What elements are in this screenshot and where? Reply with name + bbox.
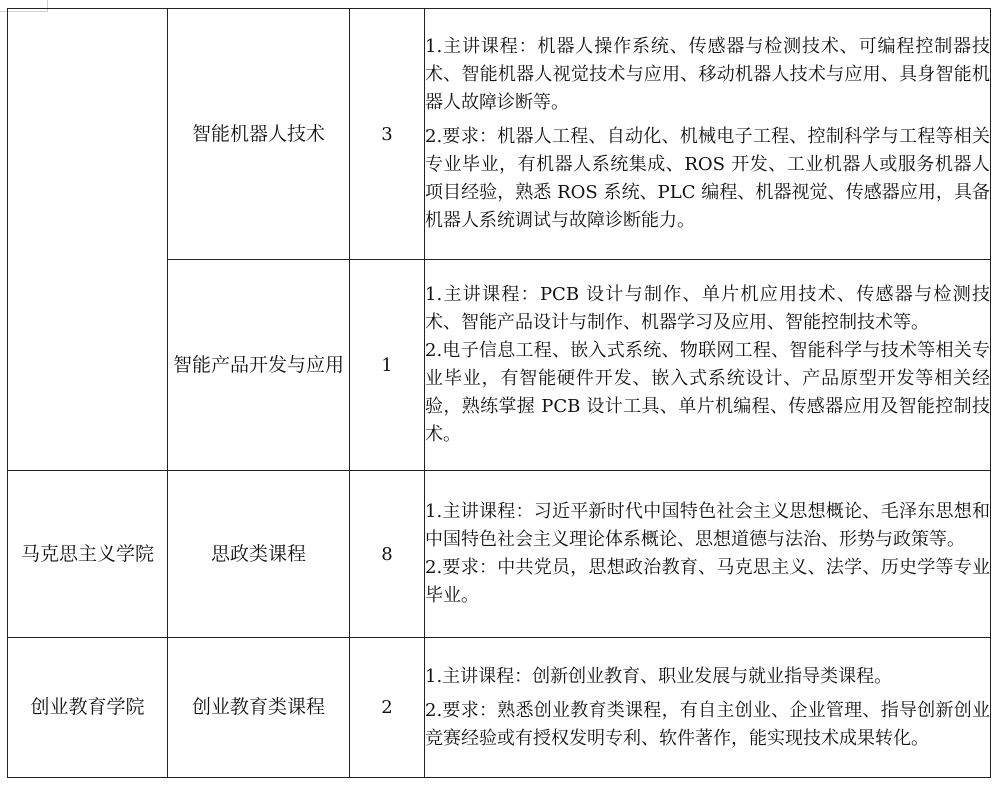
count-cell: 1 (350, 260, 425, 471)
college-cell: 马克思主义学院 (8, 471, 168, 638)
college-cell (8, 9, 168, 471)
course-cell: 思政类课程 (168, 471, 350, 638)
course-cell: 创业教育类课程 (168, 638, 350, 778)
description-cell (425, 9, 991, 260)
count-cell: 3 (350, 9, 425, 260)
table-row (8, 638, 991, 778)
requirement-text: 2.要求：中共党员，思想政治教育、马克思主义、法学、历史学等专业毕业。 (425, 557, 990, 606)
course-cell: 智能产品开发与应用 (168, 260, 350, 471)
college-cell: 创业教育学院 (8, 638, 168, 778)
course-list-text: 1.主讲课程：创新创业教育、职业发展与就业指导类课程。 (425, 665, 893, 687)
course-cell: 智能机器人技术 (168, 9, 350, 260)
recruitment-table (7, 8, 991, 778)
description-cell (425, 471, 991, 638)
table-row (8, 471, 991, 638)
description-cell (425, 260, 991, 471)
description-cell (425, 638, 991, 778)
requirement-text: 2.电子信息工程、嵌入式系统、物联网工程、智能科学与技术等相关专业毕业，有智能硬件开发、嵌入式系统设计、产品原型开发等相关经验，熟练掌握 PCB 设计工具、单片机编程、传感器应用及智能控制技术。 (425, 340, 990, 445)
requirement-text: 2.要求：熟悉创业教育类课程，有自主创业、企业管理、指导创新创业竞赛经验或有授权发明专利、软件著作，能实现技术成果转化。 (425, 699, 990, 749)
course-list-text: 1.主讲课程：习近平新时代中国特色社会主义思想概论、毛泽东思想和中国特色社会主义理论体系概论、思想道德与法治、形势与政策等。 (425, 501, 990, 550)
table-row (8, 9, 991, 260)
course-list-text: 1.主讲课程：PCB 设计与制作、单片机应用技术、传感器与检测技术、智能产品设计与制作、机器学习及应用、智能控制技术等。 (425, 284, 990, 333)
requirement-text: 2.要求：机器人工程、自动化、机械电子工程、控制科学与工程等相关专业毕业，有机器人系统集成、ROS 开发、工业机器人或服务机器人项目经验，熟悉 ROS 系统、PLC 编程、机器视觉、传感器应用，具备机器人系统调试与故障诊断能力。 (425, 126, 990, 231)
course-list-text: 1.主讲课程：机器人操作系统、传感器与检测技术、可编程控制器技术、智能机器人视觉技术与应用、移动机器人技术与应用、具身智能机器人故障诊断等。 (425, 36, 990, 113)
count-cell: 8 (350, 471, 425, 638)
count-cell: 2 (350, 638, 425, 778)
